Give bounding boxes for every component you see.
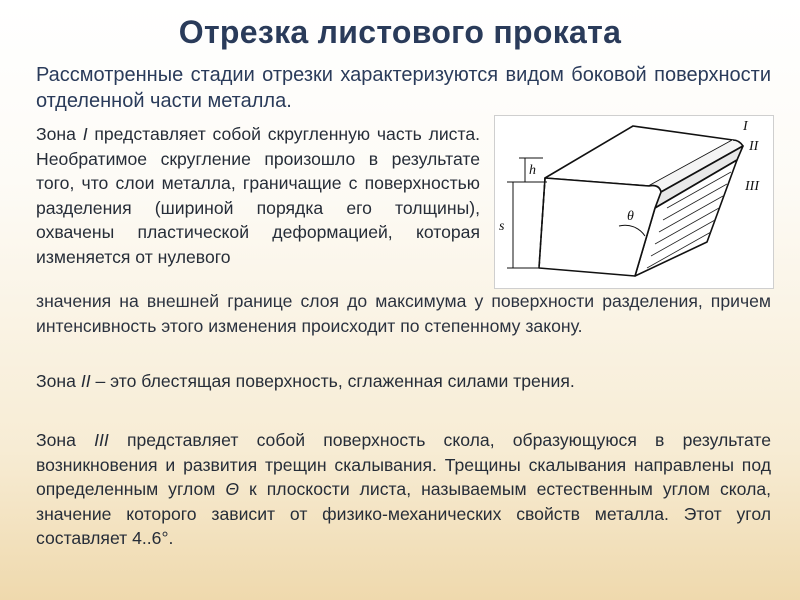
zone2-prefix: Зона <box>36 371 76 391</box>
label-h: h <box>529 163 536 178</box>
zone3-paragraph <box>36 428 771 551</box>
intro-text: Рассмотренные стадии отрезки характеризуются видом боковой поверхности отделенной части металла. <box>36 64 771 112</box>
zone2-roman: II <box>80 371 91 391</box>
label-zone3: III <box>745 179 759 194</box>
label-theta: θ <box>627 209 634 224</box>
theta-symbol: Θ <box>225 479 240 500</box>
zone3-text-before: представляет собой поверхность скола, образующуюся в результате возникновения и развития трещин скалывания. Трещины скалывания направлены под определенным углом <box>36 430 771 500</box>
zone1-prefix: Зона <box>36 124 76 144</box>
zone2-paragraph <box>36 369 771 394</box>
sheet-cut-figure <box>494 115 774 289</box>
zone3-text-after: к плоскости листа, называемым естественным углом скола, значение которого зависит от физико-механических свойств металла. Этот угол составляет 4..6°. <box>36 479 772 549</box>
zone1-text: представляет собой скругленную часть листа. Необратимое скругление произошло в результате того, что слои металла, граничащие с поверхностью разделения (шириной порядка его толщины), охвачены пластической деформацией, которая изменяется от нулевого <box>36 124 480 267</box>
slide-title: Отрезка листового проката <box>178 14 622 50</box>
zone3-prefix: Зона <box>36 430 76 450</box>
zone1-roman: I <box>82 124 88 144</box>
zone2-text: – это блестящая поверхность, сглаженная силами трения. <box>95 371 575 391</box>
zone1-continuation: значения на внешней границе слоя до максимума у поверхности разделения, причем интенсивность этого изменения происходит по степенному закону. <box>36 291 771 336</box>
zone3-roman: III <box>94 430 109 450</box>
sheet-cut-diagram <box>495 116 773 288</box>
label-s: s <box>499 219 505 234</box>
label-zone1: I <box>743 119 748 134</box>
label-zone2: II <box>749 139 759 154</box>
